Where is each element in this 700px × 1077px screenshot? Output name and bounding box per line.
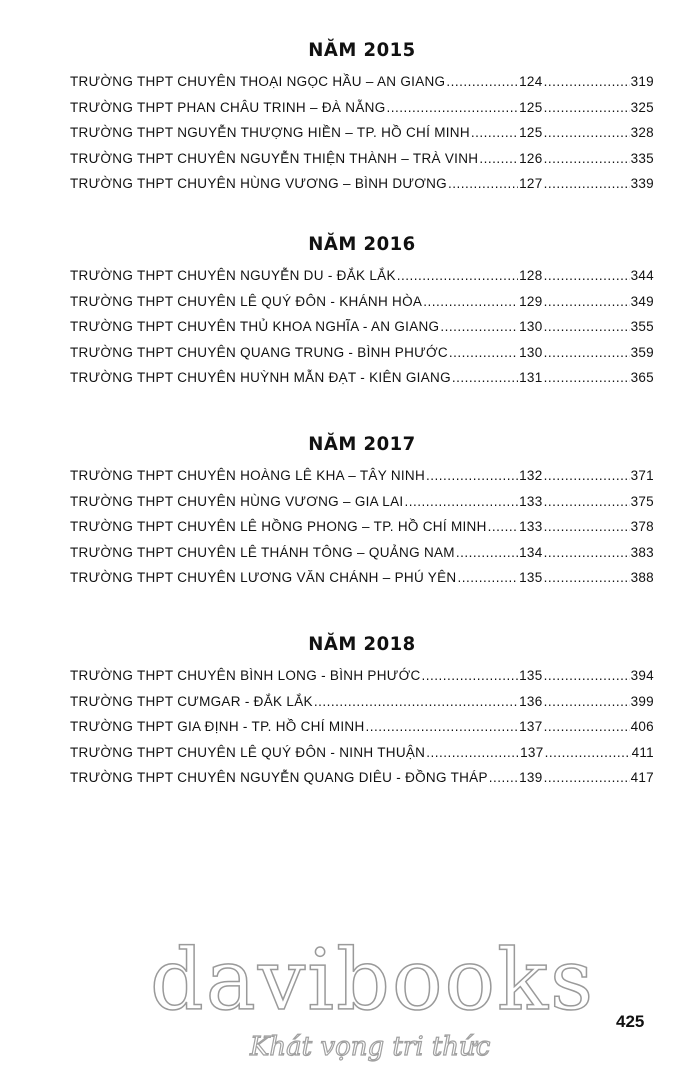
entry-page-problem: 137: [519, 719, 543, 734]
entry-page-problem: 124: [519, 74, 543, 89]
entry-page-problem: 139: [519, 770, 543, 785]
toc-entry: [70, 319, 654, 345]
entry-page-solution: 325: [630, 99, 654, 115]
entry-page-problem: 135: [519, 668, 543, 683]
entry-page-solution: 355: [630, 319, 654, 334]
dot-leader: [471, 125, 518, 140]
toc-entry: [70, 570, 654, 596]
entry-title: TRƯỜNG THPT CHUYÊN LÊ QUÝ ĐÔN - KHÁNH HÒA: [70, 293, 423, 309]
dot-leader: [446, 74, 518, 89]
toc-entry: [70, 545, 654, 571]
entry-page-problem: 128: [519, 268, 543, 283]
dot-leader: [422, 668, 519, 683]
entry-page-problem: 127: [519, 176, 543, 191]
dot-leader: [449, 345, 518, 360]
toc-entry: [70, 370, 654, 396]
dot-leader: [448, 176, 518, 191]
davibooks-logo: davibooks: [150, 931, 596, 1029]
toc-entry: [70, 294, 654, 320]
entry-page-problem: 125: [519, 125, 543, 140]
toc-entry: [70, 519, 654, 545]
entry-page-solution: 394: [630, 668, 654, 683]
dot-leader: [489, 770, 518, 785]
dot-leader: [544, 100, 630, 115]
entry-page-solution: 349: [630, 293, 654, 309]
toc-entry: [70, 494, 654, 520]
dot-leader: [544, 370, 630, 385]
toc-entry: [70, 694, 654, 720]
dot-leader: [426, 468, 518, 483]
entry-title: TRƯỜNG THPT CHUYÊN THOẠI NGỌC HẦU – AN GIANG: [70, 74, 446, 89]
entry-title: TRƯỜNG THPT PHAN CHÂU TRINH – ĐÀ NẴNG: [70, 99, 386, 115]
dot-leader: [544, 519, 630, 534]
section-title: NĂM 2017: [308, 433, 416, 455]
entry-title: TRƯỜNG THPT CHUYÊN HOÀNG LÊ KHA – TÂY NINH: [70, 468, 426, 483]
dot-leader: [544, 694, 630, 709]
dot-leader: [457, 570, 518, 585]
entry-page-solution: 375: [630, 493, 654, 509]
entry-title: TRƯỜNG THPT CHUYÊN QUANG TRUNG - BÌNH PHƯỚC: [70, 344, 448, 360]
dot-leader: [544, 345, 630, 360]
dot-leader: [426, 745, 519, 760]
dot-leader: [479, 151, 518, 166]
dot-leader: [404, 494, 518, 509]
entry-page-solution: 378: [630, 519, 654, 534]
entry-title: TRƯỜNG THPT CHUYÊN NGUYỄN QUANG DIÊU - ĐỒNG THÁP: [70, 770, 488, 785]
toc-entry: [70, 74, 654, 100]
dot-leader: [544, 268, 630, 283]
toc-entry: [70, 719, 654, 745]
dot-leader: [397, 268, 518, 283]
entry-page-solution: 365: [630, 370, 654, 385]
toc-entry: [70, 668, 654, 694]
entry-page-problem: 133: [519, 519, 543, 534]
entry-title: TRƯỜNG THPT CHUYÊN NGUYỄN DU - ĐẮK LẮK: [70, 268, 396, 283]
entry-title: TRƯỜNG THPT CHUYÊN HÙNG VƯƠNG – GIA LAI: [70, 493, 404, 509]
toc-entry: [70, 125, 654, 151]
entry-page-solution: 335: [630, 150, 654, 166]
logo-slogan: Khát vọng tri thức: [250, 1032, 491, 1062]
entry-title: TRƯỜNG THPT CHUYÊN LƯƠNG VĂN CHÁNH – PHÚ YÊN: [70, 570, 457, 585]
dot-leader: [544, 770, 630, 785]
dot-leader: [544, 319, 630, 334]
entry-page-problem: 136: [519, 693, 543, 709]
toc-entry: [70, 268, 654, 294]
section-title: NĂM 2015: [308, 39, 416, 61]
dot-leader: [544, 176, 630, 191]
toc-entry: [70, 770, 654, 796]
entry-page-solution: 344: [630, 268, 654, 283]
entry-title: TRƯỜNG THPT CƯMGAR - ĐẮK LẮK: [70, 693, 313, 709]
entry-title: TRƯỜNG THPT GIA ĐỊNH - TP. HỒ CHÍ MINH: [70, 719, 365, 734]
entry-title: TRƯỜNG THPT CHUYÊN NGUYỄN THIỆN THÀNH – TRÀ VINH: [70, 150, 479, 166]
entry-page-solution: 399: [630, 693, 654, 709]
entry-page-solution: 388: [630, 570, 654, 585]
dot-leader: [452, 370, 518, 385]
entry-page-solution: 383: [630, 544, 654, 560]
entry-page-problem: 133: [519, 493, 543, 509]
toc-entry: [70, 468, 654, 494]
toc-entry: [70, 176, 654, 202]
dot-leader: [544, 494, 630, 509]
entry-title: TRƯỜNG THPT CHUYÊN THỦ KHOA NGHĨA - AN GIANG: [70, 319, 440, 334]
page-number: 425: [616, 1012, 645, 1031]
toc-entry: [70, 100, 654, 126]
dot-leader: [366, 719, 519, 734]
entry-page-problem: 131: [519, 370, 543, 385]
dot-leader: [544, 294, 630, 309]
entry-title: TRƯỜNG THPT CHUYÊN BÌNH LONG - BÌNH PHƯỚC: [70, 668, 421, 683]
dot-leader: [544, 468, 630, 483]
entry-page-problem: 132: [519, 468, 543, 483]
entry-page-solution: 359: [630, 344, 654, 360]
dot-leader: [314, 694, 518, 709]
entry-page-problem: 125: [519, 99, 543, 115]
entry-page-solution: 406: [630, 719, 654, 734]
section-2018: [70, 632, 654, 796]
entry-title: TRƯỜNG THPT CHUYÊN LÊ HỒNG PHONG – TP. HỒ CHÍ MINH: [70, 519, 487, 534]
entry-page-solution: 319: [630, 74, 654, 89]
entry-title: TRƯỜNG THPT CHUYÊN HUỲNH MẪN ĐẠT - KIÊN GIANG: [70, 370, 451, 385]
dot-leader: [387, 100, 519, 115]
dot-leader: [544, 570, 630, 585]
entry-title: TRƯỜNG THPT NGUYỄN THƯỢNG HIỀN – TP. HỒ CHÍ MINH: [70, 125, 470, 140]
entry-title: TRƯỜNG THPT CHUYÊN HÙNG VƯƠNG – BÌNH DƯƠNG: [70, 176, 447, 191]
entry-page-solution: 417: [630, 770, 654, 785]
dot-leader: [440, 319, 518, 334]
entry-title: TRƯỜNG THPT CHUYÊN LÊ THÁNH TÔNG – QUẢNG NAM: [70, 544, 455, 560]
entry-page-problem: 135: [519, 570, 543, 585]
entry-page-problem: 129: [519, 293, 543, 309]
dot-leader: [544, 151, 630, 166]
entry-page-problem: 134: [519, 544, 543, 560]
entry-page-solution: 339: [630, 176, 654, 191]
entry-title: TRƯỜNG THPT CHUYÊN LÊ QUÝ ĐÔN - NINH THUẬN: [70, 744, 426, 760]
entry-page-problem: 130: [519, 344, 543, 360]
entry-page-solution: 328: [630, 125, 654, 140]
entry-page-solution: 371: [630, 468, 654, 483]
section-2016: [70, 232, 654, 396]
dot-leader: [544, 719, 630, 734]
entry-page-problem: 130: [519, 319, 543, 334]
dot-leader: [544, 74, 630, 89]
section-2015: [70, 38, 654, 202]
entry-page-problem: 137: [520, 744, 544, 760]
entry-page-solution: 411: [631, 744, 654, 760]
entry-page-problem: 126: [519, 150, 543, 166]
toc-entry: [70, 345, 654, 371]
toc-entry: [70, 745, 654, 771]
dot-leader: [423, 294, 518, 309]
dot-leader: [545, 745, 631, 760]
toc-entry: [70, 151, 654, 177]
dot-leader: [488, 519, 518, 534]
dot-leader: [544, 125, 630, 140]
section-title: NĂM 2018: [308, 633, 416, 655]
section-title: NĂM 2016: [308, 233, 416, 255]
dot-leader: [544, 668, 630, 683]
dot-leader: [544, 545, 630, 560]
dot-leader: [456, 545, 518, 560]
section-2017: [70, 432, 654, 596]
